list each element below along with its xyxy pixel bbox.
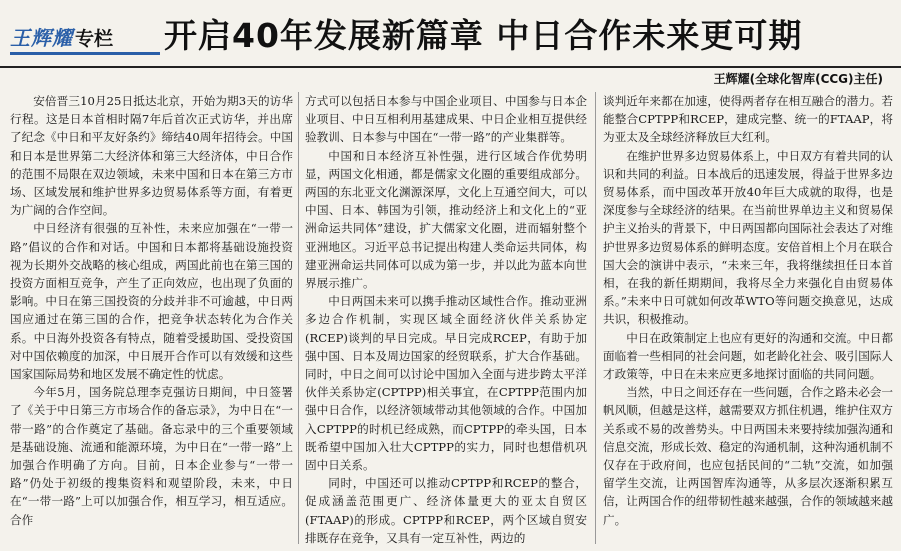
paragraph: 中日两国未来可以携手推动区域性合作。推动亚洲多边合作机制，实现区域全面经济伙伴关系协定(RCEP)谈判的早日完成。早日完成RCEP，有助于加强中国、日本及周边国家的经贸联系，扩大合作基础。同时，中日之间可以讨论中国加入全面与进步跨太平洋伙伴关系协定(CPTPP)相关事宜，在CPTPP范围内加强中日合作，以经济领域带动其他领域的合作。中国加入CPTPP的时机已经成熟，而CPTPP的牵头国，日本既希望中国加入壮大CPTPP的实力，同时也想借机巩固中日关系。 [305,294,587,473]
paragraph: 今年5月，国务院总理李克强访日期间，中日签署了《关于中日第三方市场合作的备忘录》，为中日在“一带一路”的合作奠定了基础。备忘录中的三个重要领域是基础设施、流通和能源环境，为中日在“一带一路”上加强合作明确了方向。目前，日本企业参与“一带一路”仍处于初级的搜集资料和观望阶段，未来，中日在“一带一路”上可以加强合作，相互学习，相互适应。合作 [10,385,293,527]
article-column-1 [10,92,293,547]
paragraph: 当然，中日之间还存在一些问题，合作之路未必会一帆风顺，但越是这样，越需要双方抓住机遇，维护住双方关系或不易的改善势头。中日两国未来要持续加强沟通和信息交流，形成长效、稳定的沟通机制，这种沟通机制不仅存在于政府间，也应包括民间的“二轨”交流，如加强留学生交流，让两国智库沟通等，从多层次逐渐积累互信，让两国合作的纽带韧性越来越强，合作的领域越来越广。 [603,385,893,527]
column-badge [10,22,113,48]
columnist-name: 王辉耀 [10,26,73,50]
paragraph: 在维护世界多边贸易体系上，中日双方有着共同的认识和共同的利益。日本战后的迅速发展，得益于世界多边贸易体系，而中国改革开放40年巨大成就的取得，也是深度参与全球经济的结果。在当前世界单边主义和贸易保护主义抬头的背景下，中日两国都向国际社会表达了对维护世界多边贸易体系的鲜明态度。安倍首相上个月在联合国大会的演讲中表示，“未来三年，我将继续担任日本首相，在我的新任期期间，我将尽全力来强化自由贸易体系。”未来中日可就如何改革WTO等问题交换意见，达成共识，积极推动。 [603,148,893,327]
paragraph: 中日在政策制定上也应有更好的沟通和交流。中日都面临着一些相同的社会问题，如老龄化社会、吸引国际人才政策等，中日在未来应更多地探讨面临的共同问题。 [603,330,893,382]
paragraph: 中国和日本经济互补性强，进行区域合作优势明显，两国文化相通，都是儒家文化圈的重要组成部分。两国的东北亚文化渊源深厚，文化上互通空间大，可以中国、日本、韩国为引领，推动经济上和文化上的“亚洲命运共同体”建设，扩大儒家文化圈，进而辐射整个亚洲地区。习近平总书记提出构建人类命运共同体，构建亚洲命运共同体可以成为第一步，并以此为蓝本向世界展示推广。 [305,148,587,291]
byline: 王辉耀(全球化智库(CCG)主任) [713,72,883,86]
article-column-2 [305,92,587,547]
headline: 开启40年发展新篇章 中日合作未来更可期 [164,16,803,55]
paragraph: 安倍晋三10月25日抵达北京，开始为期3天的访华行程。这是日本首相时隔7年后首次正式访华，并出席了纪念《中日和平友好条约》缔结40周年招待会。中国和日本是世界第二大经济体和第三大经济体，中日合作的范围不局限在双边领域，未来中国和日本在第三方市场、区域发展和维护世界多边贸易体系等方面，有着更为广阔的合作空间。 [10,94,293,218]
column-divider [298,92,299,544]
badge-underline [10,52,160,55]
paragraph: 中日经济有很强的互补性，未来应加强在“一带一路”倡议的合作和对话。中国和日本都将基础设施投资视为长期外交战略的核心组成，两国此前也在第三国的投资方面相互竞争，产生了正向效应，也出现了负面的影响。中日在第三国投资的分歧并非不可逾越，中日两国应通过在第三国的合作，把竞争状态转化为合作关系。中日海外投资各有特点，随着受援助国、受投资国对中国依赖度的加深，中日展开合作可以有效缓和这些国家国际局势和地区发展不确定性的忧虑。 [10,221,293,382]
article-column-3 [603,92,893,547]
article-header [0,0,901,68]
column-tag: 专栏 [75,28,114,50]
column-divider [595,92,596,544]
paragraph: 同时，中国还可以推动CPTPP和RCEP的整合，促成涵盖范围更广、经济体量更大的亚太自贸区(FTAAP)的形成。CPTPP和RCEP，两个区域自贸安排既存在竞争，又具有一定互补性，两边的 [305,476,587,545]
paragraph: 方式可以包括日本参与中国企业项目、中国参与日本企业项目、中日互相利用基建成果、中日企业相互提供经验教训、日本参与中国在“一带一路”的产业集群等。 [305,94,587,145]
paragraph: 谈判近年来都在加速，使得两者存在相互融合的潜力。若能整合CPTPP和RCEP，建成完整、统一的FTAAP，将为亚太及全球经济释放巨大红利。 [603,94,893,145]
